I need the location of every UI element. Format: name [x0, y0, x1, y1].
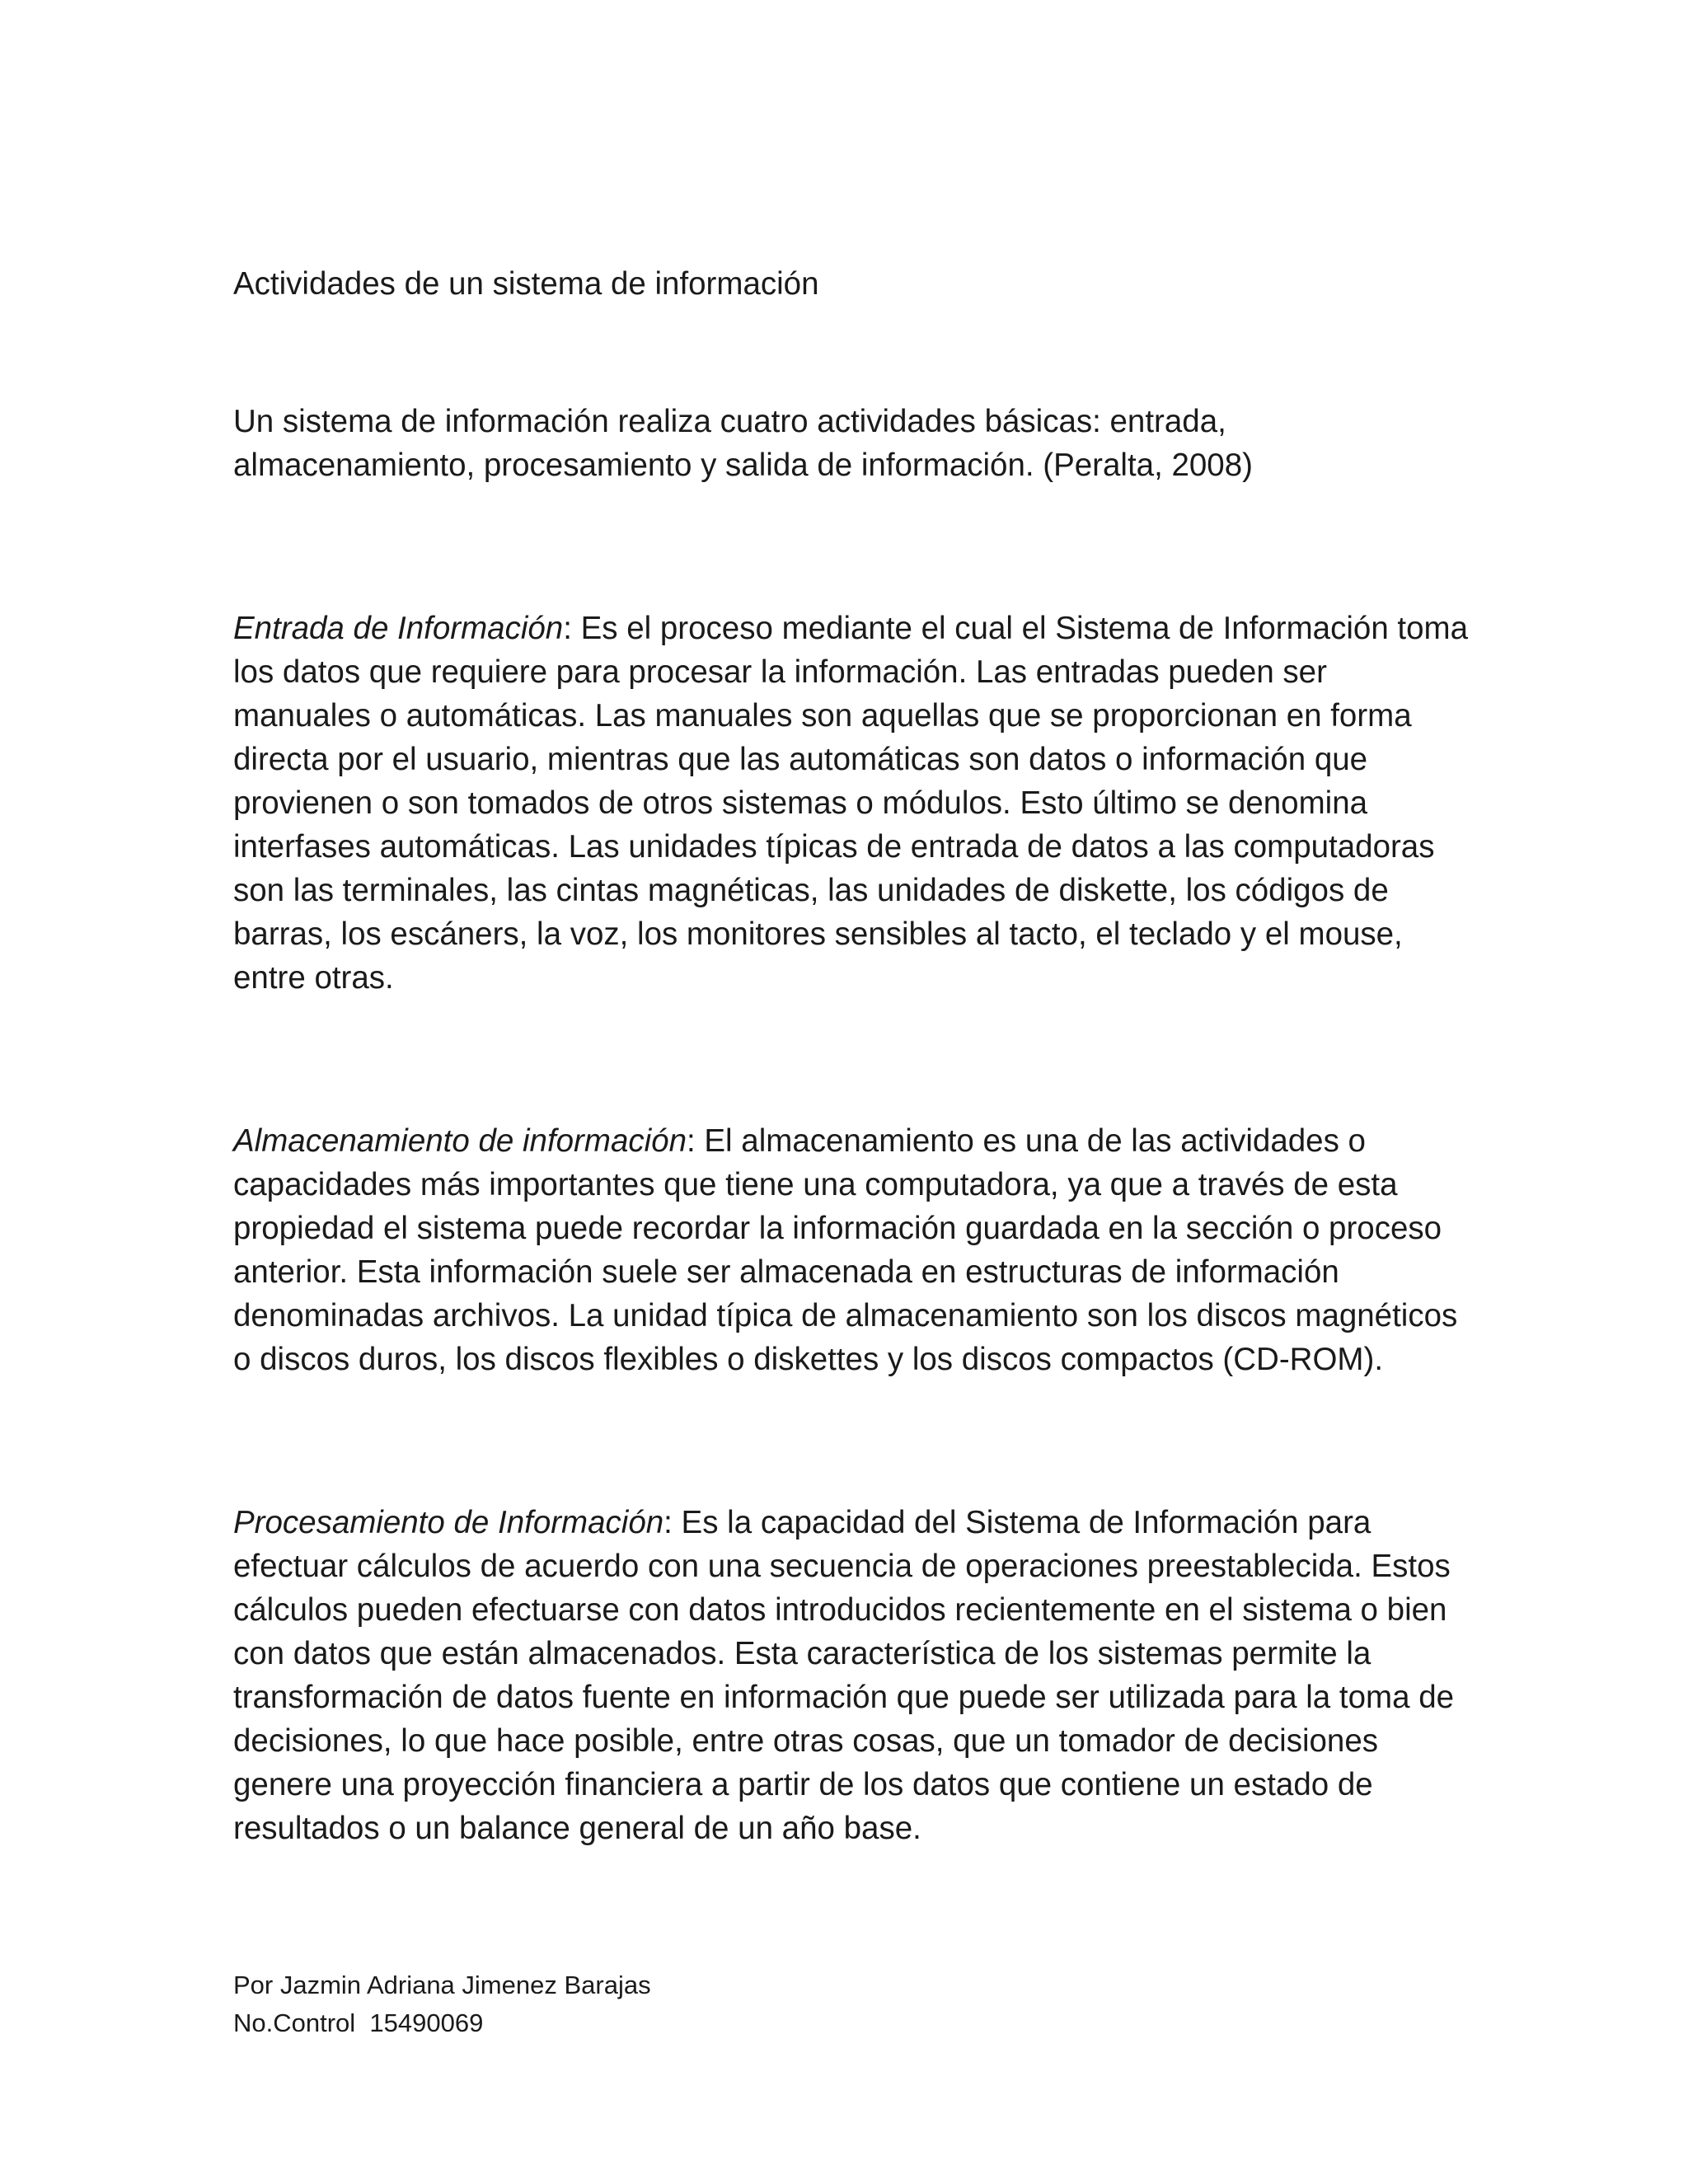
section-procesamiento [233, 1501, 1470, 1850]
document-footer [233, 1966, 651, 2042]
document-body [233, 262, 1470, 1850]
document-title: Actividades de un sistema de información [233, 266, 819, 302]
section-entrada-body: : Es el proceso mediante el cual el Sistema de Información toma los datos que requiere para procesar la información. Las entradas pueden ser manuales o automáticas. Las manuales son aquellas que se proporcionan en forma directa por el usuario, mientras que las automáticas son datos o información que provienen o son tomados de otros sistemas o módulos. Esto último se denomina interfases automáticas. Las unidades típicas de entrada de datos a las computadoras son las terminales, las cintas magnéticas, las unidades de diskette, los códigos de barras, los escáners, la voz, los monitores sensibles al tacto, el teclado y el mouse, entre otras. [233, 611, 1469, 996]
author-line: Por Jazmin Adriana Jimenez Barajas [233, 1971, 651, 1999]
control-number-line: No.Control 15490069 [233, 2008, 484, 2037]
section-procesamiento-heading: Procesamiento de Información [233, 1505, 664, 1540]
section-procesamiento-body: : Es la capacidad del Sistema de Información para efectuar cálculos de acuerdo con una secuencia de operaciones preestablecida. Estos cálculos pueden efectuarse con datos introducidos recientemente en el sistema o bien con datos que están almacenados. Esta característica de los sistemas permite la transformación de datos fuente en información que puede ser utilizada para la toma de decisiones, lo que hace posible, entre otras cosas, que un tomador de decisiones genere una proyección financiera a partir de los datos que contiene un estado de resultados o un balance general de un año base. [233, 1505, 1455, 1846]
section-almacenamiento-body: : El almacenamiento es una de las actividades o capacidades más importantes que tiene una computadora, ya que a través de esta propiedad el sistema puede recordar la información guardada en la sección o proceso anterior. Esta información suele ser almacenada en estructuras de información denominadas archivos. La unidad típica de almacenamiento son los discos magnéticos o discos duros, los discos flexibles o diskettes y los discos compactos (CD-ROM). [233, 1123, 1458, 1377]
section-almacenamiento [233, 1119, 1470, 1381]
section-almacenamiento-heading: Almacenamiento de información [233, 1123, 687, 1159]
section-entrada [233, 607, 1470, 1000]
intro-paragraph: Un sistema de información realiza cuatro actividades básicas: entrada, almacenamiento, procesamiento y salida de información. (Peralta, 2008) [233, 404, 1253, 483]
section-entrada-heading: Entrada de Información [233, 611, 564, 646]
